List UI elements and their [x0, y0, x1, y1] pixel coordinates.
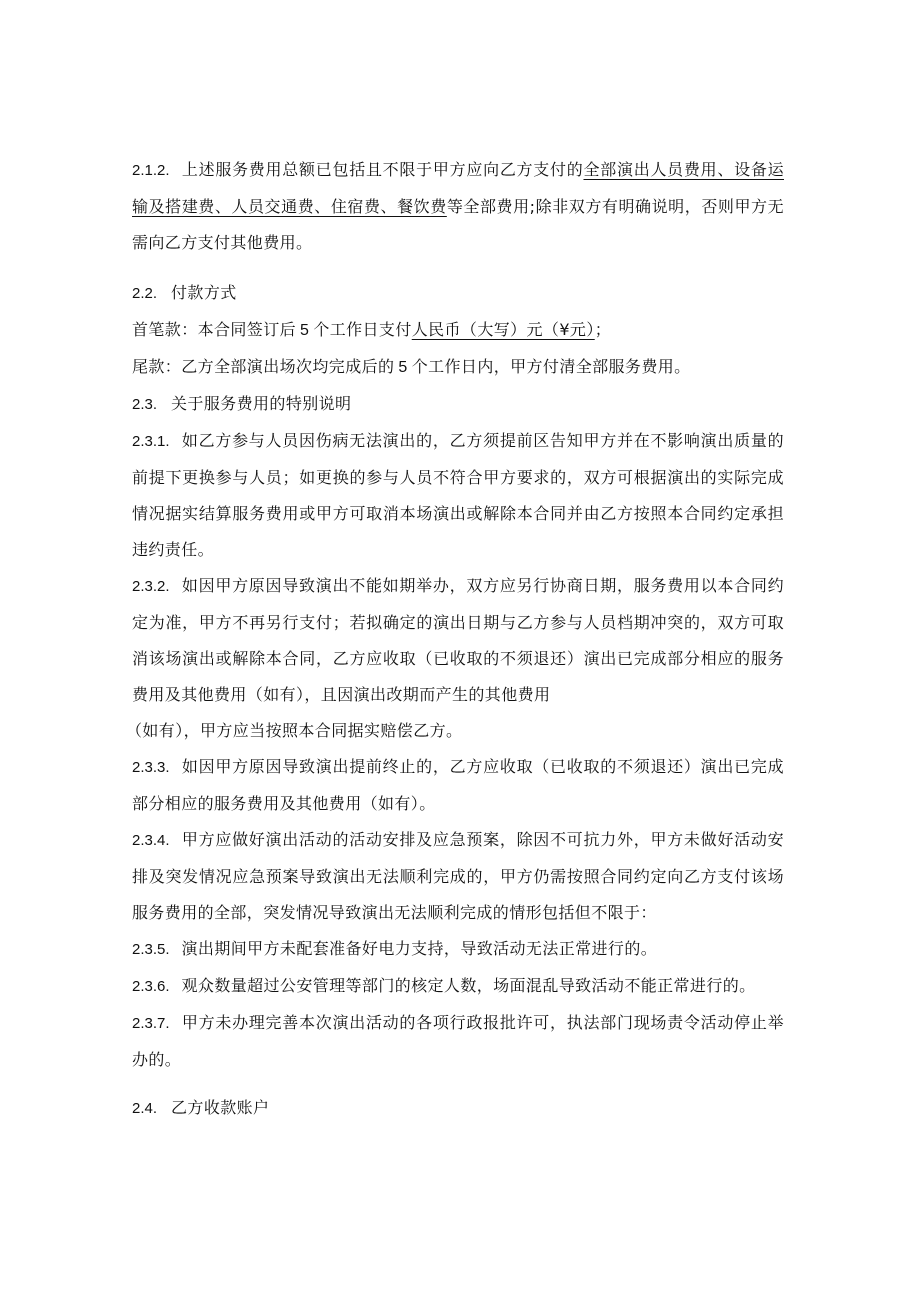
final-payment-rest: 个工作日内，甲方付清全部服务费用。: [411, 357, 691, 376]
underlined-fee-items: 全部演出人员费用、设备运输及搭建费、人员交通费、住宿费、餐饮费: [132, 160, 784, 216]
clause-2-3-1: [132, 423, 784, 568]
first-payment-line: [132, 312, 784, 349]
clause-2-3-4: [132, 822, 784, 931]
clause-2-4-heading: [132, 1090, 784, 1127]
first-payment-mid: 个工作日支付: [313, 320, 412, 339]
clause-2-3-7: [132, 1005, 784, 1078]
clause-2-3-heading: [132, 386, 784, 423]
first-payment-amount-blank: 人民币（大写）元（¥元）: [411, 320, 595, 339]
clause-number: 2.3.3.: [132, 759, 170, 776]
first-payment-days: 5: [300, 322, 310, 339]
clause-number: 2.2.: [132, 285, 158, 302]
final-payment-label: 尾款：乙方全部演出场次均完成后的: [132, 357, 395, 376]
clause-text: 上述服务费用总额已包括且不限于甲方应向乙方支付的: [181, 160, 584, 179]
section-title: 乙方收款账户: [171, 1098, 270, 1117]
clause-2-3-6: [132, 968, 784, 1005]
clause-number: 2.4.: [132, 1100, 158, 1117]
clause-2-3-5: [132, 931, 784, 968]
final-payment-line: [132, 349, 784, 386]
clause-number: 2.3.1.: [132, 433, 170, 450]
clause-text-continued: （如有），甲方应当按照本合同据实赔偿乙方。: [126, 721, 463, 740]
section-title: 关于服务费用的特别说明: [171, 394, 352, 413]
first-payment-end: ；: [594, 320, 612, 339]
section-title: 付款方式: [171, 283, 237, 302]
clause-text: 观众数量超过公安管理等部门的核定人数，场面混乱导致活动不能正常进行的。: [181, 976, 756, 995]
clause-2-2-heading: [132, 275, 784, 312]
clause-number: 2.3.2.: [132, 578, 170, 595]
clause-text: 如因甲方原因导致演出不能如期举办，双方应另行协商日期，服务费用以本合同约定为准，甲方不再另行支付；若拟确定的演出日期与乙方参与人员档期冲突的，双方可取消该场演出或解除本合同，乙方应收取（已收取的不须退还）演出已完成部分相应的服务费用及其他费用（如有），且因演出改期而产生的其他费用: [132, 576, 784, 704]
contract-body: [126, 152, 785, 1127]
clause-number: 2.3.5.: [132, 941, 170, 958]
clause-text: 演出期间甲方未配套准备好电力支持，导致活动无法正常进行的。: [181, 939, 658, 958]
clause-2-1-2: [132, 152, 784, 261]
clause-text: 甲方应做好演出活动的活动安排及应急预案，除因不可抗力外，甲方未做好活动安排及突发情况应急预案导致演出无法顺利完成的，甲方仍需按照合同约定向乙方支付该场服务费用的全部，突发情况导致演出无法顺利完成的情形包括但不限于：: [132, 830, 784, 922]
clause-text-end: 等全部费用;除非双方有明确说明，否则甲方无需向乙方支付其他费用。: [132, 197, 785, 252]
clause-number: 2.3.6.: [132, 978, 170, 995]
clause-2-3-2: [126, 568, 784, 749]
clause-number: 2.3.: [132, 396, 158, 413]
clause-text: 如乙方参与人员因伤病无法演出的，乙方须提前区告知甲方并在不影响演出质量的前提下更换参与人员；如更换的参与人员不符合甲方要求的，双方可根据演出的实际完成情况据实结算服务费用或甲方可取消本场演出或解除本合同并由乙方按照本合同约定承担违约责任。: [132, 431, 784, 559]
clause-2-3-3: [132, 749, 784, 822]
clause-number: 2.3.7.: [132, 1015, 170, 1032]
clause-text: 甲方未办理完善本次演出活动的各项行政报批许可，执法部门现场责令活动停止举办的。: [132, 1013, 784, 1069]
clause-number: 2.1.2.: [132, 162, 170, 179]
clause-number: 2.3.4.: [132, 832, 170, 849]
clause-text: 如因甲方原因导致演出提前终止的，乙方应收取（已收取的不须退还）演出已完成部分相应的服务费用及其他费用（如有）。: [132, 757, 784, 813]
final-payment-days: 5: [398, 359, 408, 376]
first-payment-label: 首笔款：本合同签订后: [132, 320, 297, 339]
